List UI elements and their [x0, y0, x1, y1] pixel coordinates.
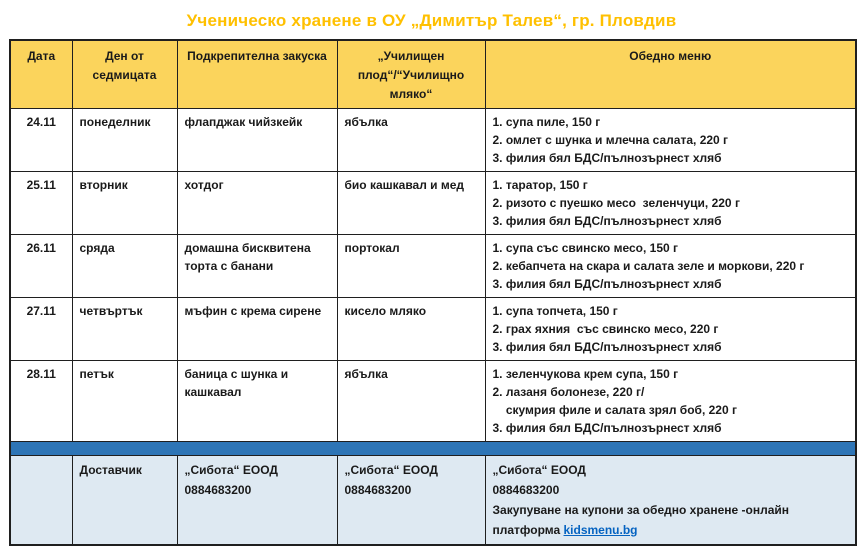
supplier-fruit-milk-cell [337, 456, 485, 546]
date-cell: 26.11 [10, 235, 72, 298]
lunch-menu-cell [485, 172, 856, 235]
table-row-tuesday [10, 172, 856, 235]
lunch-menu-cell [485, 361, 856, 442]
header-row [10, 40, 856, 109]
fruit-milk-cell: кисело мляко [337, 298, 485, 361]
menu-line: 3. филия бял БДС/пълнозърнест хляб [492, 214, 722, 228]
blue-separator-band [10, 442, 856, 456]
fruit-milk-cell: ябълка [337, 109, 485, 172]
lunch-menu-cell [485, 298, 856, 361]
menu-line: 1. супа топчета, 150 г [492, 304, 618, 318]
menu-line: 3. филия бял БДС/пълнозърнест хляб [492, 277, 722, 291]
date-cell: 27.11 [10, 298, 72, 361]
date-cell: 25.11 [10, 172, 72, 235]
lunch-menu-cell [485, 109, 856, 172]
header-snack: Подкрепителна закуска [177, 40, 337, 109]
coupon-note [493, 500, 849, 540]
page-title: Ученическо хранене в ОУ „Димитър Талев“, гр. Пловдив [186, 11, 677, 30]
menu-line: 2. грах яхния със свинско месо, 220 г [492, 322, 719, 336]
supplier-phone: 0884683200 [184, 483, 252, 497]
date-cell: 28.11 [10, 361, 72, 442]
menu-line: 1. таратор, 150 г [492, 178, 588, 192]
fruit-milk-cell: био кашкавал и мед [337, 172, 485, 235]
day-cell: вторник [72, 172, 177, 235]
menu-line: 2. лазаня болонезе, 220 г/ [492, 385, 645, 399]
blue-band-cell [10, 442, 856, 456]
header-day: Ден от седмицата [72, 40, 177, 109]
menu-line: 1. супа със свинско месо, 150 г [492, 241, 678, 255]
snack-cell: баница с шунка и кашкавал [177, 361, 337, 442]
snack-cell: флапджак чийзкейк [177, 109, 337, 172]
snack-cell: мъфин с крема сирене [177, 298, 337, 361]
menu-line: 1. зеленчукова крем супа, 150 г [492, 367, 679, 381]
meal-schedule-table [9, 39, 857, 546]
table-row-friday [10, 361, 856, 442]
menu-line: 3. филия бял БДС/пълнозърнест хляб [492, 151, 722, 165]
menu-line: 2. омлет с шунка и млечна салата, 220 г [492, 133, 729, 147]
menu-line: 3. филия бял БДС/пълнозърнест хляб [492, 340, 722, 354]
supplier-name: „Сибота“ ЕООД [184, 463, 278, 477]
supplier-label-cell: Доставчик [72, 456, 177, 546]
supplier-footer-row [10, 456, 856, 546]
menu-line: 2. ризото с пуешко месо зеленчуци, 220 г [492, 196, 740, 210]
supplier-lunch-cell [485, 456, 856, 546]
snack-cell: хотдог [177, 172, 337, 235]
supplier-name: „Сибота“ ЕООД [344, 463, 438, 477]
supplier-name: „Сибота“ ЕООД [492, 463, 586, 477]
supplier-phone: 0884683200 [344, 483, 412, 497]
coupon-note-text: Закупуване на купони за обедно хранене -онлайн платформа [492, 503, 790, 537]
table-row-monday [10, 109, 856, 172]
supplier-phone: 0884683200 [492, 483, 560, 497]
day-cell: сряда [72, 235, 177, 298]
day-cell: четвъртък [72, 298, 177, 361]
day-cell: понеделник [72, 109, 177, 172]
footer-empty-cell [10, 456, 72, 546]
header-lunch-menu: Обедно меню [485, 40, 856, 109]
table-row-thursday [10, 298, 856, 361]
menu-line: 1. супа пиле, 150 г [492, 115, 601, 129]
date-cell: 24.11 [10, 109, 72, 172]
menu-line: 3. филия бял БДС/пълнозърнест хляб [492, 421, 722, 435]
fruit-milk-cell: портокал [337, 235, 485, 298]
menu-line: 2. кебапчета на скара и салата зеле и моркови, 220 г [492, 259, 805, 273]
menu-line: скумрия филе и салата зрял боб, 220 г [492, 403, 737, 417]
table-row-wednesday [10, 235, 856, 298]
fruit-milk-cell: ябълка [337, 361, 485, 442]
header-date: Дата [10, 40, 72, 109]
snack-cell: домашна бисквитена торта с банани [177, 235, 337, 298]
day-cell: петък [72, 361, 177, 442]
lunch-menu-cell [485, 235, 856, 298]
supplier-snack-cell [177, 456, 337, 546]
header-fruit-milk: „Училищен плод“/“Училищно мляко“ [337, 40, 485, 109]
kidsmenu-link[interactable]: kidsmenu.bg [563, 523, 638, 537]
